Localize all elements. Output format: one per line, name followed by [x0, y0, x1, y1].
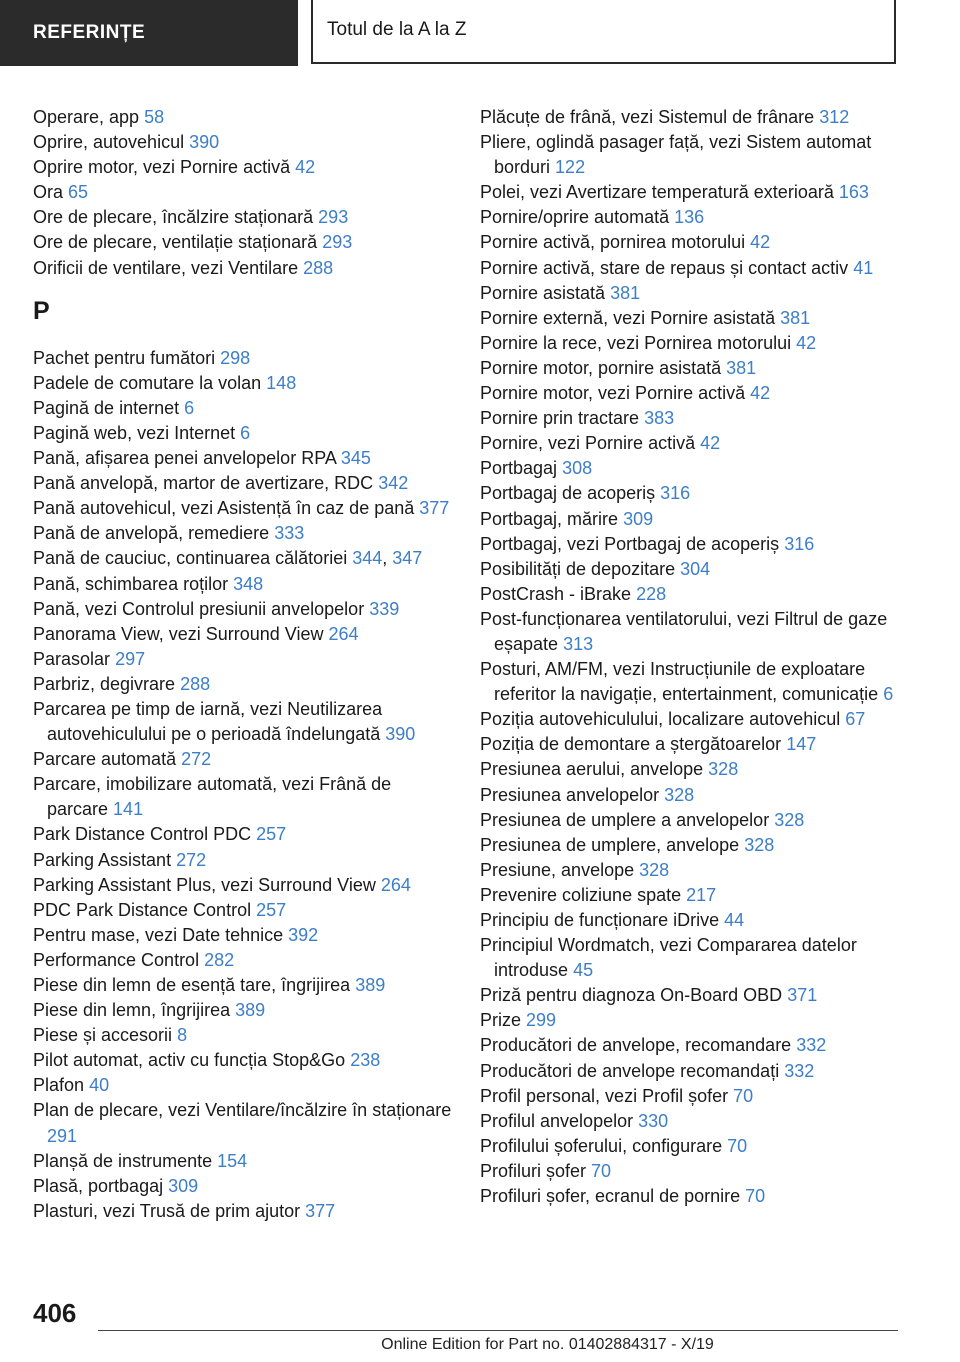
- page-reference-link[interactable]: 297: [115, 648, 146, 669]
- page-reference-link[interactable]: 291: [47, 1125, 78, 1146]
- page-reference-link[interactable]: 264: [328, 623, 359, 644]
- index-entry-text: Profiluri șofer: [480, 1160, 587, 1181]
- index-entry: [480, 607, 900, 657]
- index-entry: [480, 306, 900, 331]
- page-reference-link[interactable]: 298: [220, 347, 251, 368]
- page-reference-link[interactable]: 348: [233, 573, 264, 594]
- page-reference-link[interactable]: 332: [784, 1060, 815, 1081]
- page-reference-link[interactable]: 390: [385, 724, 416, 745]
- index-entry-text: Producători de anvelope, recomandare: [480, 1035, 792, 1056]
- page-reference-link[interactable]: 377: [419, 498, 450, 519]
- index-entry: [480, 1033, 900, 1058]
- index-entry: [480, 858, 900, 883]
- section-title: REFERINȚE: [0, 0, 298, 66]
- page-reference-link[interactable]: 313: [563, 633, 594, 654]
- index-entry-text: Piese din lemn de esență tare, îngrijirea: [33, 975, 351, 995]
- index-entry-text: Profilului șoferului, configurare: [480, 1135, 723, 1156]
- index-entry-text: Pentru mase, vezi Date tehnice: [33, 924, 284, 945]
- index-entry: [33, 371, 453, 396]
- index-entry: [33, 948, 453, 973]
- index-entry: [480, 657, 900, 707]
- index-entry-text: Parking Assistant Plus, vezi Surround View: [33, 874, 376, 895]
- index-entry-text: Presiunea aerului, anvelope: [480, 759, 704, 780]
- page-reference-link[interactable]: 288: [303, 257, 334, 278]
- index-entry-text: Ore de plecare, încălzire staționară: [33, 207, 314, 228]
- index-entry: [480, 582, 900, 607]
- index-entry: [480, 281, 900, 306]
- index-entry: [33, 346, 453, 371]
- index-column-left: [33, 105, 453, 1224]
- index-entry: [480, 1059, 900, 1084]
- index-entry-text: Pornire externă, vezi Pornire asistată: [480, 307, 776, 328]
- page-reference-link[interactable]: 42: [796, 332, 817, 353]
- index-column-right: [480, 105, 900, 1209]
- index-entry-text: Pornire motor, pornire asistată: [480, 357, 722, 378]
- page-reference-link[interactable]: 6: [184, 397, 195, 418]
- index-entry-text: Pană, schimbarea roților: [33, 573, 229, 594]
- index-entry-text: Presiunea de umplere a anvelopelor: [480, 809, 770, 830]
- index-entry-text: Pornire motor, vezi Pornire activă: [480, 383, 746, 404]
- page-reference-link[interactable]: 304: [680, 558, 711, 579]
- page-reference-link[interactable]: 42: [295, 157, 316, 178]
- index-entry-text: Plăcuțe de frână, vezi Sistemul de frânare: [480, 107, 815, 127]
- page-reference-link[interactable]: 163: [838, 182, 869, 203]
- index-entry-text: Pliere, oglindă pasager față, vezi Sistem automat borduri: [480, 132, 872, 178]
- index-entry: [480, 1184, 900, 1209]
- page-reference-link[interactable]: 42: [750, 232, 771, 253]
- page-reference-link[interactable]: 238: [350, 1050, 381, 1071]
- page-reference-link[interactable]: 383: [644, 408, 675, 429]
- index-entry-text: Orificii de ventilare, vezi Ventilare: [33, 257, 299, 278]
- index-entry: [33, 747, 453, 772]
- index-entry: [33, 647, 453, 672]
- page-reference-link[interactable]: 381: [780, 307, 811, 328]
- index-entry-text: Profiluri șofer, ecranul de pornire: [480, 1186, 741, 1207]
- page-reference-link[interactable]: 257: [256, 824, 287, 845]
- page-reference-link[interactable]: 228: [636, 583, 667, 604]
- index-entry: [33, 822, 453, 847]
- index-entry: [33, 1199, 453, 1224]
- page-reference-link[interactable]: 299: [526, 1010, 557, 1031]
- index-entry-text: Parasolar: [33, 648, 111, 669]
- index-entry: [33, 1098, 453, 1148]
- index-entry: [33, 597, 453, 622]
- index-entry: [33, 772, 453, 822]
- page-reference-link[interactable]: 392: [288, 924, 319, 945]
- index-entry-text: Pornire activă, pornirea motorului: [480, 232, 746, 253]
- index-entry: [480, 1134, 900, 1159]
- index-entry-text: Portbagaj de acoperiș: [480, 483, 656, 504]
- page-reference-link[interactable]: 293: [322, 232, 353, 253]
- index-entry: [480, 1109, 900, 1134]
- page-reference-link[interactable]: 42: [700, 433, 721, 454]
- page-reference-link[interactable]: 282: [204, 949, 235, 970]
- index-entry: [33, 1073, 453, 1098]
- page-reference-link[interactable]: 67: [845, 709, 866, 730]
- index-entry: [480, 256, 900, 281]
- page-reference-link[interactable]: 328: [639, 859, 670, 880]
- page-reference-link[interactable]: 328: [744, 834, 775, 855]
- page-reference-link[interactable]: 148: [266, 372, 297, 393]
- index-entry: [480, 105, 900, 130]
- index-entry-text: Parking Assistant: [33, 849, 172, 870]
- index-entry: [33, 973, 453, 998]
- index-entry: [480, 230, 900, 255]
- index-entry: [33, 496, 453, 521]
- index-entry-text: Post-funcționarea ventilatorului, vezi Filtrul de gaze eșapate: [480, 608, 888, 654]
- index-entry: [33, 205, 453, 230]
- index-entry-text: Pană autovehicul, vezi Asistență în caz de pană: [33, 498, 415, 519]
- index-entry: [33, 1048, 453, 1073]
- index-entry-text: Producători de anvelope recomandați: [480, 1060, 780, 1081]
- index-entry-text: PDC Park Distance Control: [33, 899, 252, 920]
- index-entry: [480, 757, 900, 782]
- index-entry: [33, 155, 453, 180]
- index-entry: [33, 697, 453, 747]
- page-reference-link[interactable]: 389: [355, 975, 386, 995]
- index-entry: [33, 256, 453, 281]
- index-entry: [480, 205, 900, 230]
- index-entry-text: Park Distance Control PDC: [33, 824, 252, 845]
- page-reference-link[interactable]: 70: [727, 1135, 748, 1156]
- index-entry-text: Principiul Wordmatch, vezi Compararea datelor introduse: [480, 935, 857, 981]
- index-entry-text: Pornire/oprire automată: [480, 207, 670, 228]
- page-reference-link[interactable]: 309: [168, 1175, 199, 1196]
- index-entry: [480, 557, 900, 582]
- footer-edition: Online Edition for Part no. 01402884317 - X/19: [381, 1336, 714, 1353]
- page-reference-link[interactable]: 344: [352, 548, 383, 569]
- page-reference-link[interactable]: 328: [664, 784, 695, 805]
- index-entry: [33, 848, 453, 873]
- index-entry-text: Pagină de internet: [33, 397, 180, 418]
- index-entry-text: Operare, app: [33, 107, 140, 127]
- index-entry: [480, 1084, 900, 1109]
- index-entry-text: Presiune, anvelope: [480, 859, 635, 880]
- page-reference-link[interactable]: 342: [378, 473, 409, 494]
- index-entry-text: Poziția de demontare a ștergătoarelor: [480, 734, 782, 755]
- index-entry: [480, 983, 900, 1008]
- index-entry-text: Parbriz, degivrare: [33, 673, 176, 694]
- page-header: [0, 0, 960, 66]
- page-reference-link[interactable]: 154: [217, 1150, 248, 1171]
- index-entry-text: Portbagaj, vezi Portbagaj de acoperiș: [480, 533, 780, 554]
- index-entry: [480, 356, 900, 381]
- index-entry: [33, 923, 453, 948]
- index-entry: [33, 898, 453, 923]
- index-entry-text: Presiunea anvelopelor: [480, 784, 660, 805]
- index-entry-text: Prevenire coliziune spate: [480, 884, 682, 905]
- page-reference-link[interactable]: 316: [660, 483, 691, 504]
- index-entry: [33, 998, 453, 1023]
- page-reference-link[interactable]: 70: [591, 1160, 612, 1181]
- index-entry-text: Padele de comutare la volan: [33, 372, 262, 393]
- page-reference-link[interactable]: 390: [189, 132, 220, 153]
- page-reference-link[interactable]: 293: [318, 207, 349, 228]
- index-entry-text: Piese din lemn, îngrijirea: [33, 1000, 231, 1021]
- page-reference-link[interactable]: 45: [573, 960, 594, 981]
- index-entry-text: Profil personal, vezi Profil șofer: [480, 1085, 729, 1106]
- page-reference-link[interactable]: 330: [638, 1110, 669, 1131]
- index-entry-text: Poziția autovehiculului, localizare autovehicul: [480, 709, 841, 730]
- index-entry: [33, 130, 453, 155]
- page-reference-link[interactable]: 6: [883, 684, 894, 705]
- index-entry: [33, 446, 453, 471]
- index-entry-text: Pană, vezi Controlul presiunii anvelopelor: [33, 598, 365, 619]
- index-entry-text: Portbagaj, mărire: [480, 508, 619, 529]
- page-reference-link[interactable]: 58: [144, 107, 165, 127]
- index-entry-text: Plasă, portbagaj: [33, 1175, 164, 1196]
- index-entry: [480, 406, 900, 431]
- index-entry-text: Principiu de funcționare iDrive: [480, 910, 720, 930]
- index-entry: [480, 381, 900, 406]
- index-entry-text: Pană, afișarea penei anvelopelor RPA: [33, 448, 336, 469]
- index-entry-text: Priză pentru diagnoza On-Board OBD: [480, 985, 783, 1006]
- index-entry: [33, 1149, 453, 1174]
- page-number: 406: [33, 1298, 77, 1328]
- page-reference-link[interactable]: 345: [340, 448, 371, 469]
- page-reference-link[interactable]: 377: [305, 1200, 336, 1221]
- index-entry-text: Presiunea de umplere, anvelope: [480, 834, 740, 855]
- index-entry: [480, 507, 900, 532]
- index-entry-text: Piese și accesorii: [33, 1025, 173, 1046]
- index-entry-text: Oprire motor, vezi Pornire activă: [33, 157, 291, 178]
- page-reference-link[interactable]: 70: [745, 1186, 766, 1207]
- index-entry: [480, 481, 900, 506]
- page-reference-link[interactable]: 309: [623, 508, 654, 529]
- page-reference-link[interactable]: 371: [787, 985, 818, 1006]
- index-entry: [480, 707, 900, 732]
- index-entry: Pană de cauciuc, continuarea călătoriei 344, 347: [33, 548, 423, 569]
- index-entry: [33, 521, 453, 546]
- index-entry: [33, 672, 453, 697]
- page-reference-link[interactable]: 41: [853, 257, 874, 278]
- index-entry-text: Oprire, autovehicul: [33, 132, 185, 153]
- index-entry-text: Posturi, AM/FM, vezi Instrucțiunile de exploatare referitor la navigație, entertainment, comunicație: [480, 659, 879, 705]
- index-entry-text: Pachet pentru fumători: [33, 347, 216, 368]
- index-entry-text: Pornire asistată: [480, 282, 606, 303]
- index-entry: [480, 908, 900, 933]
- page-reference-link[interactable]: 316: [784, 533, 815, 554]
- page-reference-link[interactable]: 339: [369, 598, 400, 619]
- page-reference-link[interactable]: 141: [113, 799, 144, 820]
- page-reference-link[interactable]: 272: [176, 849, 207, 870]
- page-reference-link[interactable]: 328: [708, 759, 739, 780]
- page-reference-link[interactable]: 6: [240, 422, 251, 443]
- index-entry-text: Ora: [33, 182, 64, 203]
- index-entry: [33, 1174, 453, 1199]
- footer-divider: [98, 1330, 898, 1331]
- index-entry-text: Polei, vezi Avertizare temperatură exterioară: [480, 182, 834, 203]
- index-entry: [480, 732, 900, 757]
- index-entry-text: Parcarea pe timp de iarnă, vezi Neutilizarea autovehiculului pe o perioadă îndelungată: [33, 698, 383, 745]
- index-entry-text: Prize: [480, 1010, 522, 1031]
- index-entry-text: Pornire, vezi Pornire activă: [480, 433, 696, 454]
- index-entry: [33, 1023, 453, 1048]
- page-reference-link[interactable]: 288: [180, 673, 211, 694]
- page-reference-link[interactable]: 381: [726, 357, 757, 378]
- index-entry-text: Pană de anvelopă, remediere: [33, 523, 270, 544]
- index-entry: [480, 331, 900, 356]
- page-reference-link[interactable]: 70: [733, 1085, 754, 1106]
- page-reference-link[interactable]: 272: [181, 749, 212, 770]
- index-entry: [33, 180, 453, 205]
- page-reference-link[interactable]: 40: [89, 1075, 110, 1096]
- page-reference-link[interactable]: 217: [686, 884, 717, 905]
- index-entry: [33, 572, 453, 597]
- index-entry-text: Pilot automat, activ cu funcția Stop&Go: [33, 1050, 346, 1071]
- index-entry-text: Profilul anvelopelor: [480, 1110, 634, 1131]
- index-entry: [33, 230, 453, 255]
- index-entry: [480, 180, 900, 205]
- index-entry: [33, 396, 453, 421]
- index-entry: [33, 105, 453, 130]
- page-reference-link[interactable]: 264: [380, 874, 411, 895]
- page-reference-link[interactable]: 328: [774, 809, 805, 830]
- index-entry-text: Panorama View, vezi Surround View: [33, 623, 324, 644]
- page-reference-link[interactable]: 333: [274, 523, 305, 544]
- index-entry-text: Planșă de instrumente: [33, 1150, 213, 1171]
- index-entry-text: Posibilități de depozitare: [480, 558, 676, 579]
- chapter-title: Totul de la A la Z: [311, 0, 896, 64]
- index-entry: [480, 833, 900, 858]
- page-reference-link[interactable]: 42: [750, 383, 771, 404]
- page-reference-link[interactable]: 347: [392, 548, 423, 569]
- index-entry: [480, 933, 900, 983]
- index-entry: [33, 622, 453, 647]
- index-entry: [33, 873, 453, 898]
- index-entry-text: Plan de plecare, vezi Ventilare/încălzire în staționare: [33, 1100, 452, 1121]
- index-entry: [480, 883, 900, 908]
- index-letter-heading: P: [33, 296, 50, 325]
- index-entry: [480, 130, 900, 180]
- page-reference-link[interactable]: 122: [555, 157, 586, 178]
- index-entry: [480, 456, 900, 481]
- index-entry-text: Portbagaj: [480, 458, 558, 479]
- index-entry: [480, 808, 900, 833]
- index-entry-text: Pagină web, vezi Internet: [33, 422, 236, 443]
- index-entry-text: Plafon: [33, 1075, 85, 1096]
- index-entry-text: Pornire la rece, vezi Pornirea motorului: [480, 332, 792, 353]
- page-reference-link[interactable]: 308: [562, 458, 593, 479]
- page-reference-link[interactable]: 381: [610, 282, 641, 303]
- index-entry-text: Ore de plecare, ventilație staționară: [33, 232, 318, 253]
- page-reference-link[interactable]: 257: [256, 899, 287, 920]
- index-entry: [480, 431, 900, 456]
- page-reference-link[interactable]: 312: [819, 107, 850, 127]
- index-entry: [480, 1159, 900, 1184]
- index-entry: [480, 1008, 900, 1033]
- index-entry-text: Parcare automată: [33, 749, 177, 770]
- page-reference-link[interactable]: 389: [235, 1000, 266, 1021]
- page-reference-link[interactable]: 65: [68, 182, 89, 203]
- index-entry-text: Plasturi, vezi Trusă de prim ajutor: [33, 1200, 301, 1221]
- index-entry-text: Pornire prin tractare: [480, 408, 640, 429]
- index-entry: [480, 783, 900, 808]
- index-entry-text: Performance Control: [33, 949, 200, 970]
- index-entry-text: Parcare, imobilizare automată, vezi Frână de parcare: [33, 774, 392, 820]
- index-entry: [33, 421, 453, 446]
- index-entry-text: Pornire activă, stare de repaus și contact activ: [480, 257, 849, 278]
- page-reference-link[interactable]: 136: [674, 207, 705, 228]
- page-reference-link[interactable]: 8: [177, 1025, 188, 1046]
- index-entry-text: PostCrash - iBrake: [480, 583, 632, 604]
- index-entry: [480, 532, 900, 557]
- page-reference-link[interactable]: 44: [724, 910, 745, 930]
- page-reference-link[interactable]: 332: [796, 1035, 827, 1056]
- index-entry: [33, 471, 453, 496]
- page-reference-link[interactable]: 147: [786, 734, 817, 755]
- index-entry-text: Pană de cauciuc, continuarea călătoriei: [33, 548, 348, 569]
- index-entry-text: Pană anvelopă, martor de avertizare, RDC: [33, 473, 374, 494]
